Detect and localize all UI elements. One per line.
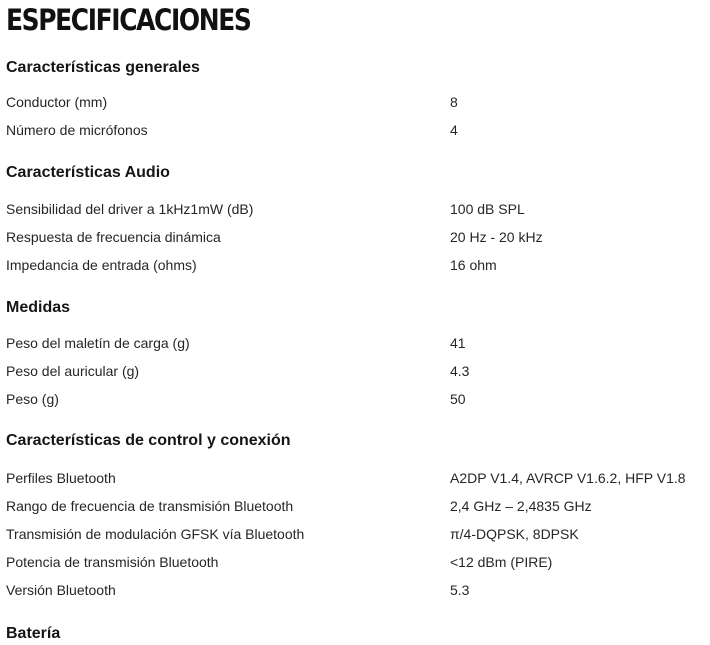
- spec-label: Impedancia de entrada (ohms): [6, 257, 197, 273]
- spec-row: [0, 91, 710, 113]
- spec-label: Peso (g): [6, 391, 59, 407]
- spec-label: Peso del maletín de carga (g): [6, 335, 190, 351]
- spec-value: 8: [450, 94, 458, 110]
- spec-row: [0, 332, 710, 354]
- spec-value: 20 Hz - 20 kHz: [450, 229, 543, 245]
- spec-row: [0, 254, 710, 276]
- page-title: ESPECIFICACIONES: [6, 3, 251, 37]
- spec-label: Peso del auricular (g): [6, 363, 140, 379]
- spec-value: A2DP V1.4, AVRCP V1.6.2, HFP V1.8: [450, 470, 686, 486]
- spec-label: Transmisión de modulación GFSK vía Bluetooth: [6, 526, 305, 542]
- section-heading-battery: Batería: [6, 625, 61, 642]
- spec-row: [0, 198, 710, 220]
- section-heading-general: Características generales: [6, 59, 200, 76]
- spec-label: Versión Bluetooth: [6, 582, 116, 598]
- spec-value: 2,4 GHz – 2,4835 GHz: [450, 498, 592, 514]
- spec-value: 50: [450, 391, 466, 407]
- spec-value: 4.3: [450, 363, 470, 379]
- spec-row: [0, 119, 710, 141]
- spec-row: [0, 495, 710, 517]
- spec-value: <12 dBm (PIRE): [450, 554, 553, 570]
- spec-row: [0, 551, 710, 573]
- spec-value: 16 ohm: [450, 257, 497, 273]
- spec-value: 41: [450, 335, 466, 351]
- section-heading-measurements: Medidas: [6, 299, 71, 316]
- spec-row: [0, 579, 710, 601]
- spec-value: π/4-DQPSK, 8DPSK: [450, 526, 579, 542]
- spec-label: Perfiles Bluetooth: [6, 470, 116, 486]
- section-heading-control-connection: Características de control y conexión: [6, 432, 291, 449]
- spec-value: 4: [450, 122, 458, 138]
- spec-label: Respuesta de frecuencia dinámica: [6, 229, 221, 245]
- spec-label: Sensibilidad del driver a 1kHz1mW (dB): [6, 201, 254, 217]
- spec-row: [0, 523, 710, 545]
- spec-label: Número de micrófonos: [6, 122, 148, 138]
- spec-label: Potencia de transmisión Bluetooth: [6, 554, 219, 570]
- spec-row: [0, 388, 710, 410]
- section-heading-audio: Características Audio: [6, 164, 170, 181]
- spec-row: [0, 226, 710, 248]
- spec-value: 5.3: [450, 582, 470, 598]
- spec-value: 100 dB SPL: [450, 201, 525, 217]
- spec-label: Rango de frecuencia de transmisión Bluetooth: [6, 498, 294, 514]
- spec-row: [0, 467, 710, 489]
- spec-row: [0, 360, 710, 382]
- spec-label: Conductor (mm): [6, 94, 108, 110]
